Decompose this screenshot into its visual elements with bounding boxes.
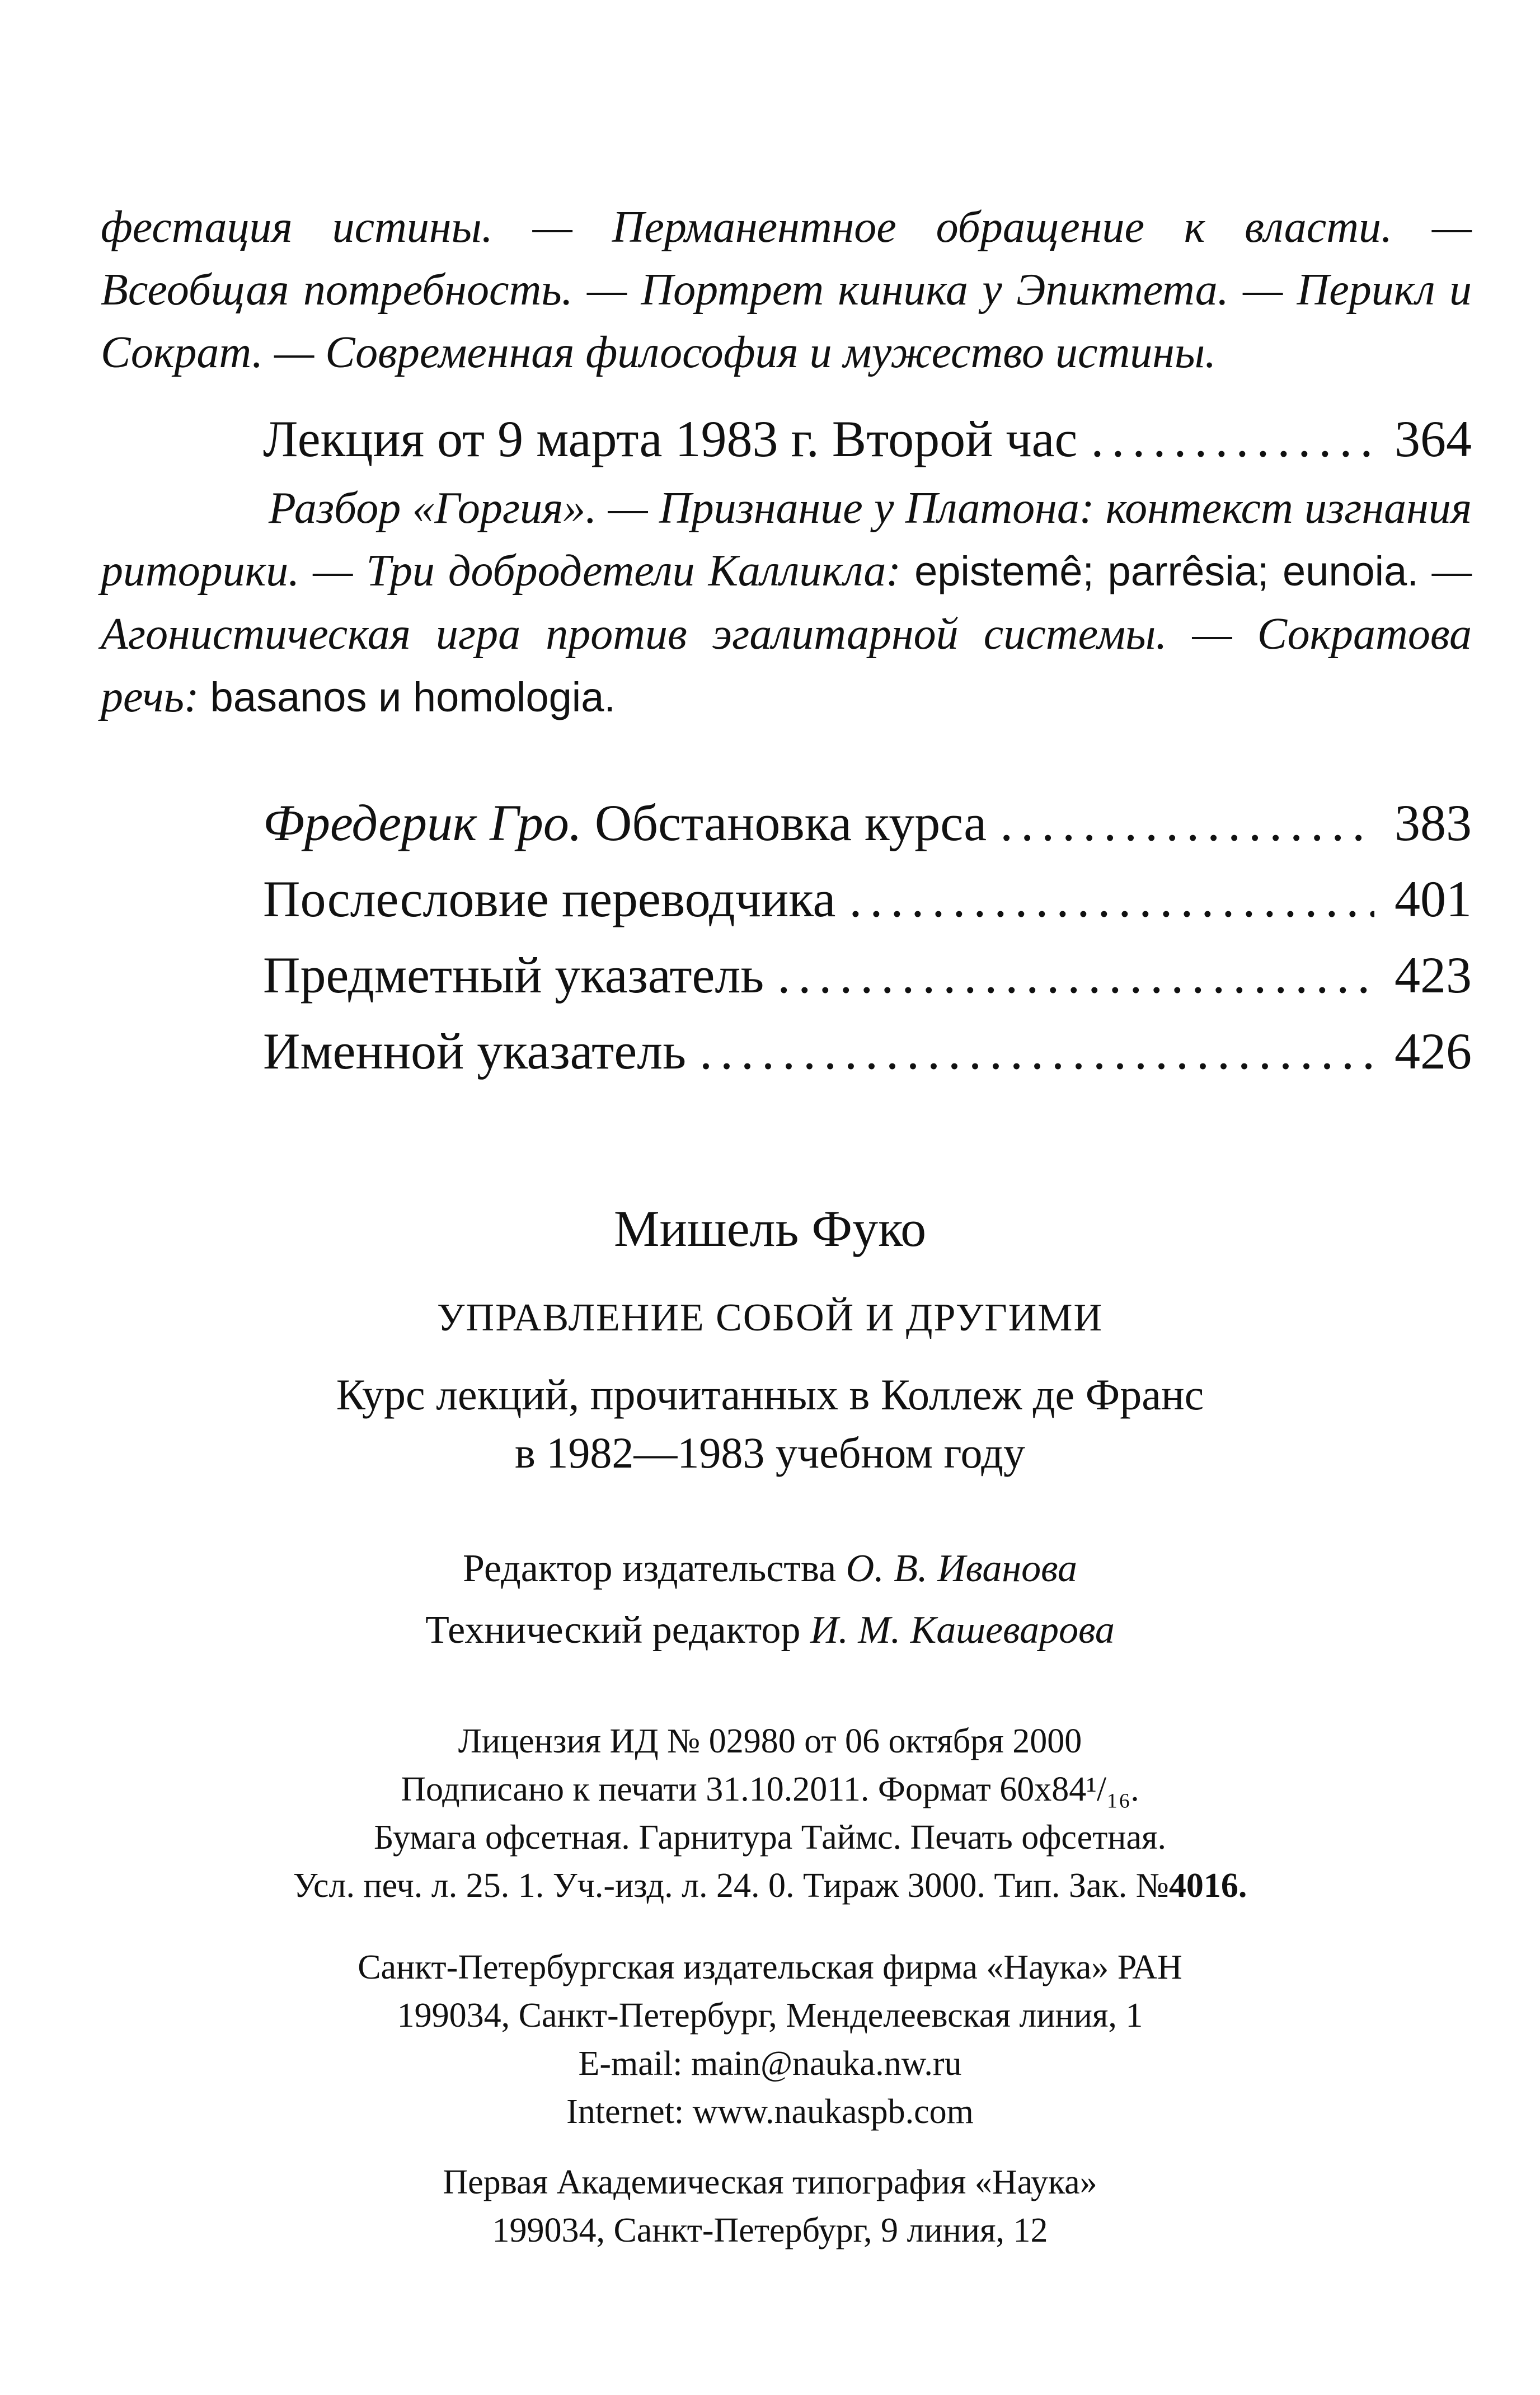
publisher-block <box>0 1943 1540 2136</box>
book-subtitle <box>0 1366 1540 1482</box>
publisher-web: Internet: www.naukaspb.com <box>566 2093 974 2131</box>
toc-entry-title: Предметный указатель <box>263 946 764 1004</box>
toc-page-number: 423 <box>1395 946 1472 1004</box>
toc-leader-dots <box>1091 401 1374 477</box>
printer-name: Первая Академическая типография «Наука» <box>443 2163 1097 2201</box>
printer-address: 199034, Санкт-Петербург, 9 линия, 12 <box>492 2211 1048 2249</box>
toc-entry-label: Обстановка курса <box>581 794 987 851</box>
toc-entry-gros <box>263 785 1472 861</box>
editors-block <box>0 1538 1540 1661</box>
print-info-block <box>0 1717 1540 1910</box>
order-number: 4016. <box>1168 1867 1247 1905</box>
toc-abstract-continued: фестация истины. — Перманентное обращение к власти. — Всеобщая потребность. — Портрет киника у Эпиктета. — Перикл и Сократ. — Современная философия и мужество истины. <box>101 203 1472 377</box>
toc-leader-dots <box>849 861 1374 937</box>
toc-entry-subject-index <box>263 937 1472 1013</box>
toc-entry-title: Послесловие переводчика <box>263 870 836 927</box>
paper-line: Бумага офсетная. Гарнитура Таймс. Печать офсетная. <box>373 1818 1167 1857</box>
signed-line: Подписано к печати 31.10.2011. Формат 60x84¹/₁₆. <box>401 1770 1139 1808</box>
tech-editor-line <box>0 1600 1540 1661</box>
colophon <box>0 1192 1540 2255</box>
table-of-contents <box>101 196 1472 1089</box>
run-info-line <box>0 1862 1540 1910</box>
toc-entry-afterword <box>263 861 1472 937</box>
toc-leader-dots <box>1000 785 1374 861</box>
editor-label: Редактор издательства <box>462 1547 846 1590</box>
toc-entry-name-index <box>263 1013 1472 1089</box>
book-author: Мишель Фуко <box>613 1200 927 1257</box>
publisher-name: Санкт-Петербургская издательская фирма «Наука» РАН <box>358 1948 1182 1986</box>
subtitle-line: Курс лекций, прочитанных в Коллеж де Франс <box>336 1370 1204 1419</box>
toc-entry-title <box>263 785 987 861</box>
abstract-term: homologia. <box>412 674 616 720</box>
toc-entry-lecture <box>263 401 1472 477</box>
printer-block <box>0 2158 1540 2255</box>
run-info-text: Усл. печ. л. 25. 1. Уч.-изд. л. 24. 0. Тираж 3000. Тип. Зак. № <box>293 1867 1169 1905</box>
publisher-email: E-mail: main@nauka.nw.ru <box>578 2045 962 2083</box>
abstract-text: Разбор «Горгия». — Признание у Платона: контекст изгнания риторики. — Три добродетели Калликла: <box>101 484 1472 596</box>
toc-page-number: 364 <box>1395 410 1472 467</box>
toc-leader-dots <box>777 937 1374 1013</box>
publisher-address: 199034, Санкт-Петербург, Менделеевская линия, 1 <box>397 1996 1143 2035</box>
subtitle-line: в 1982—1983 учебном году <box>515 1428 1025 1477</box>
toc-entry-author: Фредерик Гро. <box>263 794 582 851</box>
toc-page-number: 426 <box>1395 1023 1472 1080</box>
tech-editor-label: Технический редактор <box>425 1609 810 1652</box>
abstract-text: — Агонистическая игра против эгалитарной системы. — Сократова речь: <box>101 546 1472 721</box>
editor-name: О. В. Иванова <box>846 1547 1078 1590</box>
abstract-term: basanos <box>210 674 367 720</box>
toc-page-number: 401 <box>1395 870 1472 927</box>
toc-entry-title: Именной указатель <box>263 1023 687 1080</box>
toc-lecture-abstract <box>101 477 1472 729</box>
abstract-term: epistemê; parrêsia; eunoia. <box>914 548 1419 594</box>
book-title: УПРАВЛЕНИЕ СОБОЙ И ДРУГИМИ <box>436 1296 1104 1339</box>
editor-line <box>0 1538 1540 1600</box>
tech-editor-name: И. М. Кашеварова <box>810 1609 1115 1652</box>
toc-leader-dots <box>699 1013 1374 1089</box>
abstract-conjunction: и <box>367 674 413 720</box>
toc-entry-title: Лекция от 9 марта 1983 г. Второй час <box>263 410 1078 467</box>
toc-page-number: 383 <box>1395 794 1472 851</box>
license-line: Лицензия ИД № 02980 от 06 октября 2000 <box>458 1722 1082 1760</box>
